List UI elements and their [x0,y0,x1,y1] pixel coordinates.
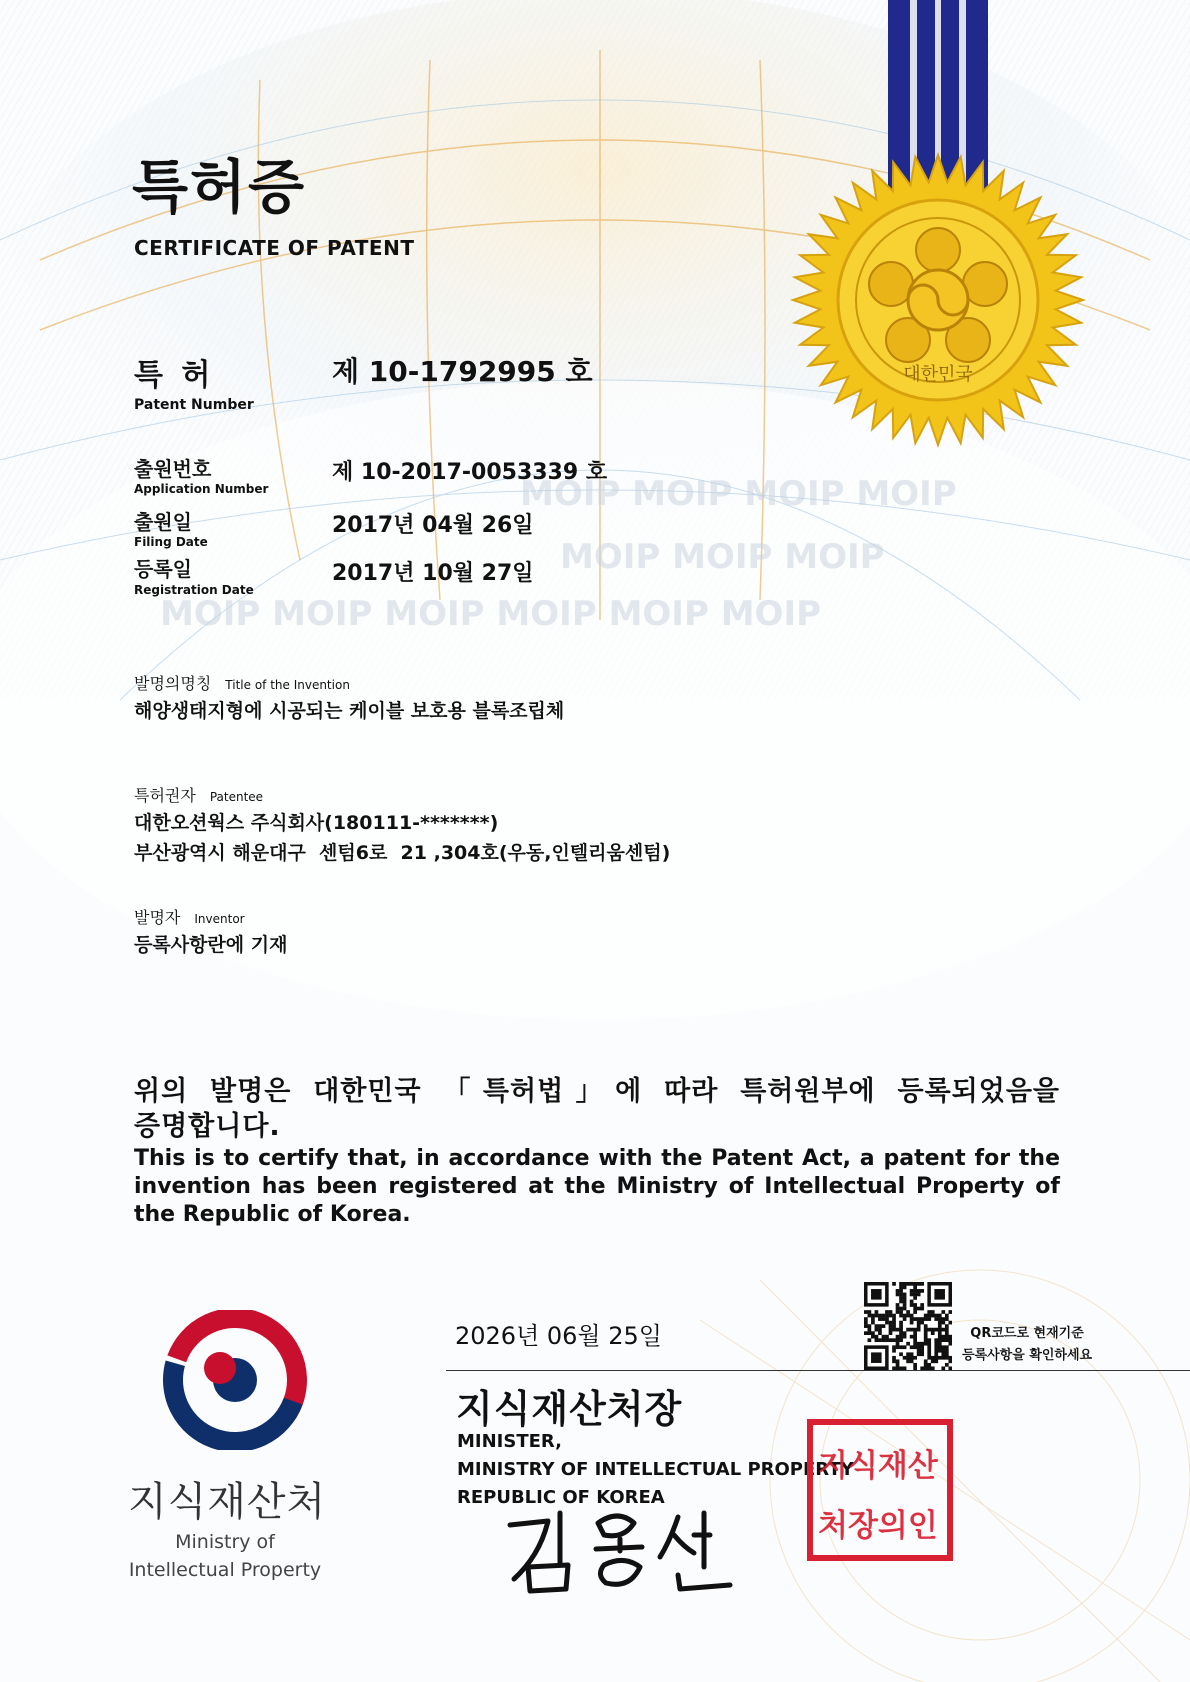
application-number-label-en: Application Number [134,482,269,496]
qr-note [962,1323,1092,1367]
kipo-name-ko: 지식재산처 [128,1479,327,1525]
minister-en-line3: REPUBLIC OF KOREA [457,1487,665,1508]
patent-number-value: 제 10-1792995 호 [332,355,593,388]
patent-number-label: 특 허 [134,358,215,393]
handwritten-signature [500,1505,760,1595]
qr-note-line1: QR코드로 현재기준 [970,1326,1084,1341]
kipo-name-en [120,1528,330,1584]
certification-ko-line2: 증명합니다. [134,1111,281,1142]
taegeuk-logo [160,1310,310,1450]
patentee-label-en: Patentee [209,790,264,804]
svg-text:지식재산: 지식재산 [818,1448,938,1484]
registration-date-label-en: Registration Date [134,583,254,597]
invention-label: 발명의명칭 [134,674,212,693]
svg-text:대한민국: 대한민국 [903,364,973,385]
filing-date-value: 2017년 04월 26일 [332,513,534,538]
application-number-label: 출원번호 [134,457,212,481]
inventor-heading [134,905,245,928]
patent-number-label-en: Patent Number [134,397,254,413]
issue-date: 2026년 06월 25일 [455,1322,662,1350]
invention-label-en: Title of the Invention [225,678,350,692]
patentee-name: 대한오션웍스 주식회사(180111-*******) [134,812,499,834]
certificate-title-ko: 특허증 [132,153,307,221]
certification-ko-line1: 위의 발명은 대한민국 「특허법」에 따라 특허원부에 등록되었음을 [134,1076,1060,1107]
qr-code[interactable] [864,1282,952,1370]
minister-title-ko: 지식재산처장 [456,1387,683,1431]
inventor-value: 등록사항란에 기재 [134,934,288,956]
inventor-label-en: Inventor [194,912,245,926]
patentee-heading [134,783,263,806]
svg-text:MOIP MOIP MOIP: MOIP MOIP MOIP [560,537,885,577]
minister-en-line1: MINISTER, [457,1431,562,1452]
invention-title: 해양생태지형에 시공되는 케이블 보호용 블록조립체 [134,700,565,722]
inventor-label: 발명자 [134,908,181,927]
certificate-title-en: CERTIFICATE OF PATENT [134,236,415,260]
svg-text:MOIP MOIP MOIP MOIP MOIP MOIP: MOIP MOIP MOIP MOIP MOIP MOIP [160,594,822,634]
application-number-value: 제 10-2017-0053339 호 [332,460,608,485]
kipo-name-en-line2: Intellectual Property [128,1559,322,1581]
kipo-name-en-line1: Ministry of [175,1531,275,1553]
filing-date-label-en: Filing Date [134,535,208,549]
patentee-address: 부산광역시 해운대구 센텀6로 21 ,304호(우동,인텔리움센텀) [134,842,671,864]
gold-medal [788,150,1088,450]
signature-rule [446,1370,1190,1371]
registration-date-label: 등록일 [134,557,192,581]
svg-text:MOIP MOIP MOIP MOIP: MOIP MOIP MOIP MOIP [520,474,957,514]
certification-en-line1: This is to certify that, in accordance with the Patent Act, a patent for the [134,1146,1060,1171]
certification-en-line3: the Republic of Korea. [134,1202,411,1227]
minister-title-en [457,1428,854,1512]
certification-en-line2: invention has been registered at the Ministry of Intellectual Property of [134,1174,1060,1199]
filing-date-label: 출원일 [134,510,192,534]
registration-date-value: 2017년 10월 27일 [332,561,534,586]
patentee-label: 특허권자 [134,786,196,805]
invention-heading [134,671,350,694]
svg-text:처장의인: 처장의인 [818,1508,938,1544]
qr-note-line2: 등록사항을 확인하세요 [962,1348,1093,1363]
official-seal [806,1418,954,1562]
minister-en-line2: MINISTRY OF INTELLECTUAL PROPERTY [457,1459,854,1480]
